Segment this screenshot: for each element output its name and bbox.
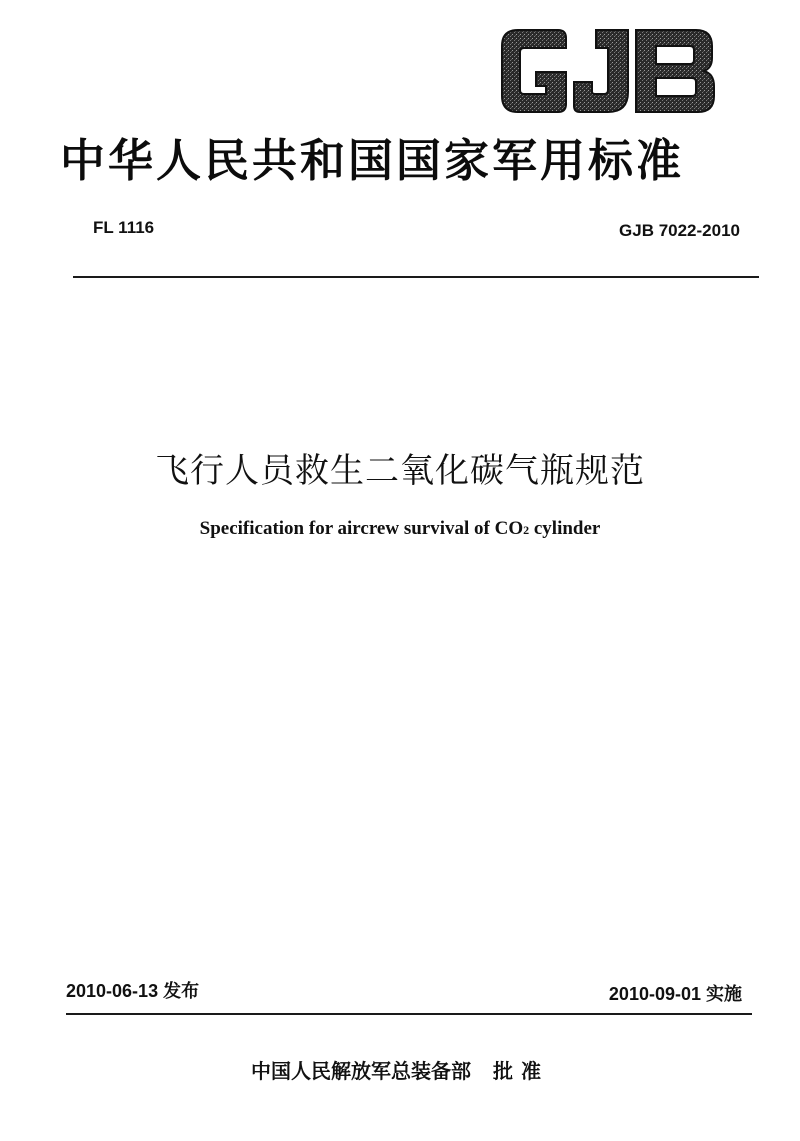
title-en-suffix: cylinder [529,518,601,539]
title-en-prefix: Specification for aircrew survival of CO [199,518,524,539]
bottom-divider [66,1013,752,1015]
approver-name: 中国人民解放军总装备部 [251,1059,471,1083]
issue-date: 2010-06-13 发布 [66,981,200,1001]
document-title-zh: 飞行人员救生二氧化碳气瓶规范 [155,451,645,491]
approver-line [0,1055,800,1084]
implementation-date: 2010-09-01 实施 [608,984,742,1004]
main-title: 中华人民共和国国家军用标准 [60,134,685,187]
top-divider [73,276,759,278]
gjb-logo [496,22,720,120]
document-title-en [0,518,800,540]
approve-label: 批准 [493,1059,549,1083]
classification-code: FL 1116 [93,218,155,237]
standard-number: GJB 7022-2010 [619,221,740,240]
title-en-subscript: 2 [523,523,530,537]
